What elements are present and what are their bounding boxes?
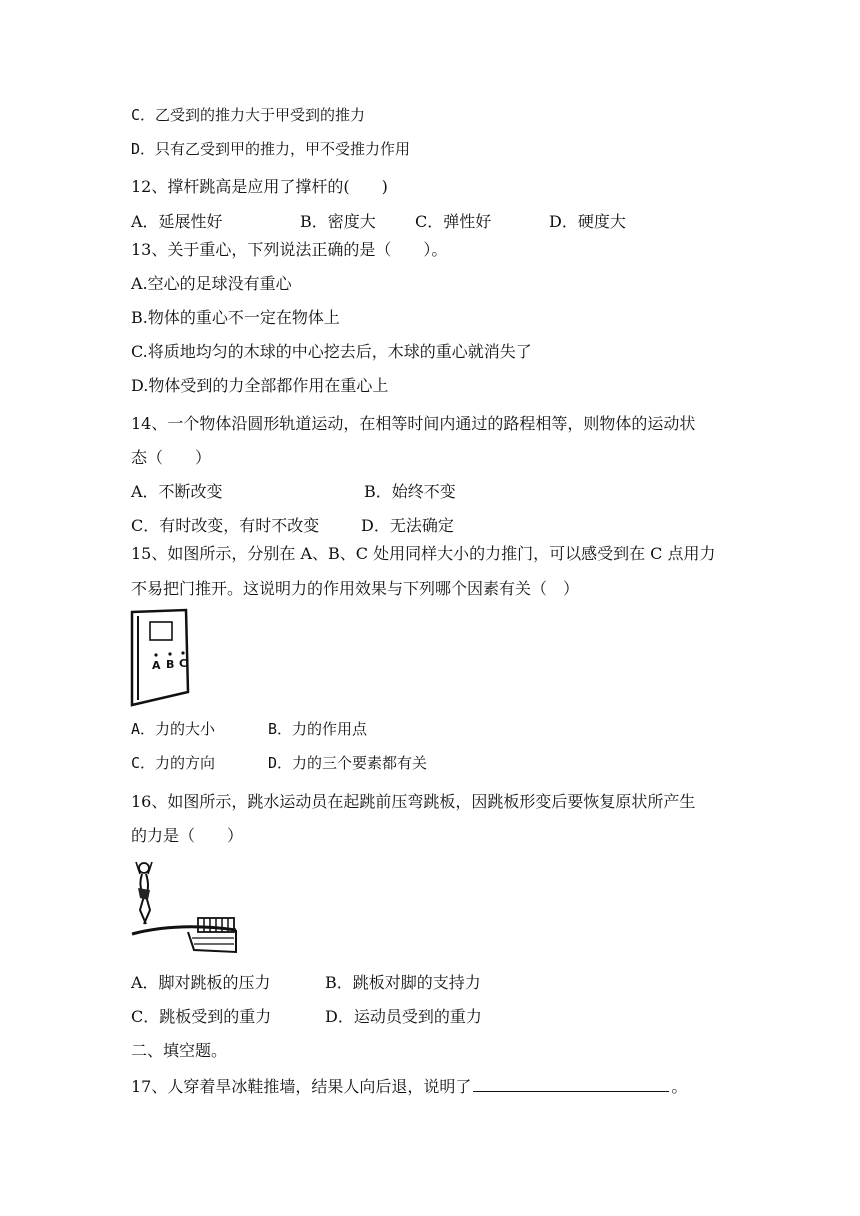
q16-option-d: D．运动员受到的重力 bbox=[325, 1007, 482, 1026]
q12-option-d: D．硬度大 bbox=[549, 212, 626, 231]
section-title: 二、填空题。 bbox=[131, 1041, 228, 1060]
q14-option-d: D．无法确定 bbox=[361, 516, 454, 535]
door-label-a: A bbox=[152, 659, 161, 672]
q15-stem-line2: 不易把门推开。这说明力的作用效果与下列哪个因素有关（ ） bbox=[131, 579, 580, 598]
q14-option-c: C．有时改变，有时不改变 bbox=[131, 516, 320, 535]
diver-icon bbox=[136, 862, 152, 924]
door-figure bbox=[128, 608, 198, 708]
q13-option-d: D.物体受到的力全部都作用在重心上 bbox=[131, 376, 389, 395]
q15-option-c: C．力的方向 bbox=[131, 754, 216, 772]
q17-stem-end: 。 bbox=[671, 1077, 688, 1096]
door-label-b: B bbox=[166, 658, 175, 671]
q16-stem-line2: 的力是（ ） bbox=[131, 826, 244, 845]
door-label-c: C bbox=[179, 657, 188, 670]
q17-stem-text: 17、人穿着旱冰鞋推墙，结果人向后退，说明了 bbox=[131, 1077, 472, 1096]
q13-option-c: C.将质地均匀的木球的中心挖去后，木球的重心就消失了 bbox=[131, 342, 532, 361]
q11-option-c: C．乙受到的推力大于甲受到的推力 bbox=[131, 106, 366, 124]
q15-option-d: D．力的三个要素都有关 bbox=[268, 754, 428, 772]
q14-option-b: B．始终不变 bbox=[364, 482, 456, 501]
q17-stem bbox=[131, 1075, 687, 1097]
q14-option-a: A．不断改变 bbox=[131, 482, 223, 501]
q16-stem-line1: 16、如图所示，跳水运动员在起跳前压弯跳板，因跳板形变后要恢复原状所产生 bbox=[131, 792, 696, 811]
q15-option-a: A．力的大小 bbox=[131, 720, 216, 738]
q15-stem-line1: 15、如图所示，分别在 A、B、C 处用同样大小的力推门，可以感受到在 C 点用力 bbox=[131, 544, 716, 563]
q13-stem: 13、关于重心，下列说法正确的是（ ）。 bbox=[131, 240, 448, 259]
q12-option-a: A．延展性好 bbox=[131, 212, 223, 231]
q15-option-b: B．力的作用点 bbox=[268, 720, 368, 738]
q14-stem-line2: 态（ ） bbox=[131, 448, 212, 467]
q16-option-c: C．跳板受到的重力 bbox=[131, 1007, 272, 1026]
q12-option-b: B．密度大 bbox=[300, 212, 376, 231]
q16-option-b: B．跳板对脚的支持力 bbox=[325, 973, 481, 992]
q11-option-d: D．只有乙受到甲的推力，甲不受推力作用 bbox=[131, 140, 411, 158]
diving-board-figure bbox=[128, 858, 240, 958]
q16-option-a: A．脚对跳板的压力 bbox=[131, 973, 271, 992]
q13-option-a: A.空心的足球没有重心 bbox=[131, 274, 292, 293]
q12-option-c: C．弹性好 bbox=[415, 212, 492, 231]
q17-answer-blank[interactable] bbox=[473, 1075, 669, 1092]
q13-option-b: B.物体的重心不一定在物体上 bbox=[131, 308, 340, 327]
q14-stem-line1: 14、一个物体沿圆形轨道运动，在相等时间内通过的路程相等，则物体的运动状 bbox=[131, 414, 696, 433]
q12-stem: 12、撑杆跳高是应用了撑杆的( ) bbox=[131, 177, 388, 196]
